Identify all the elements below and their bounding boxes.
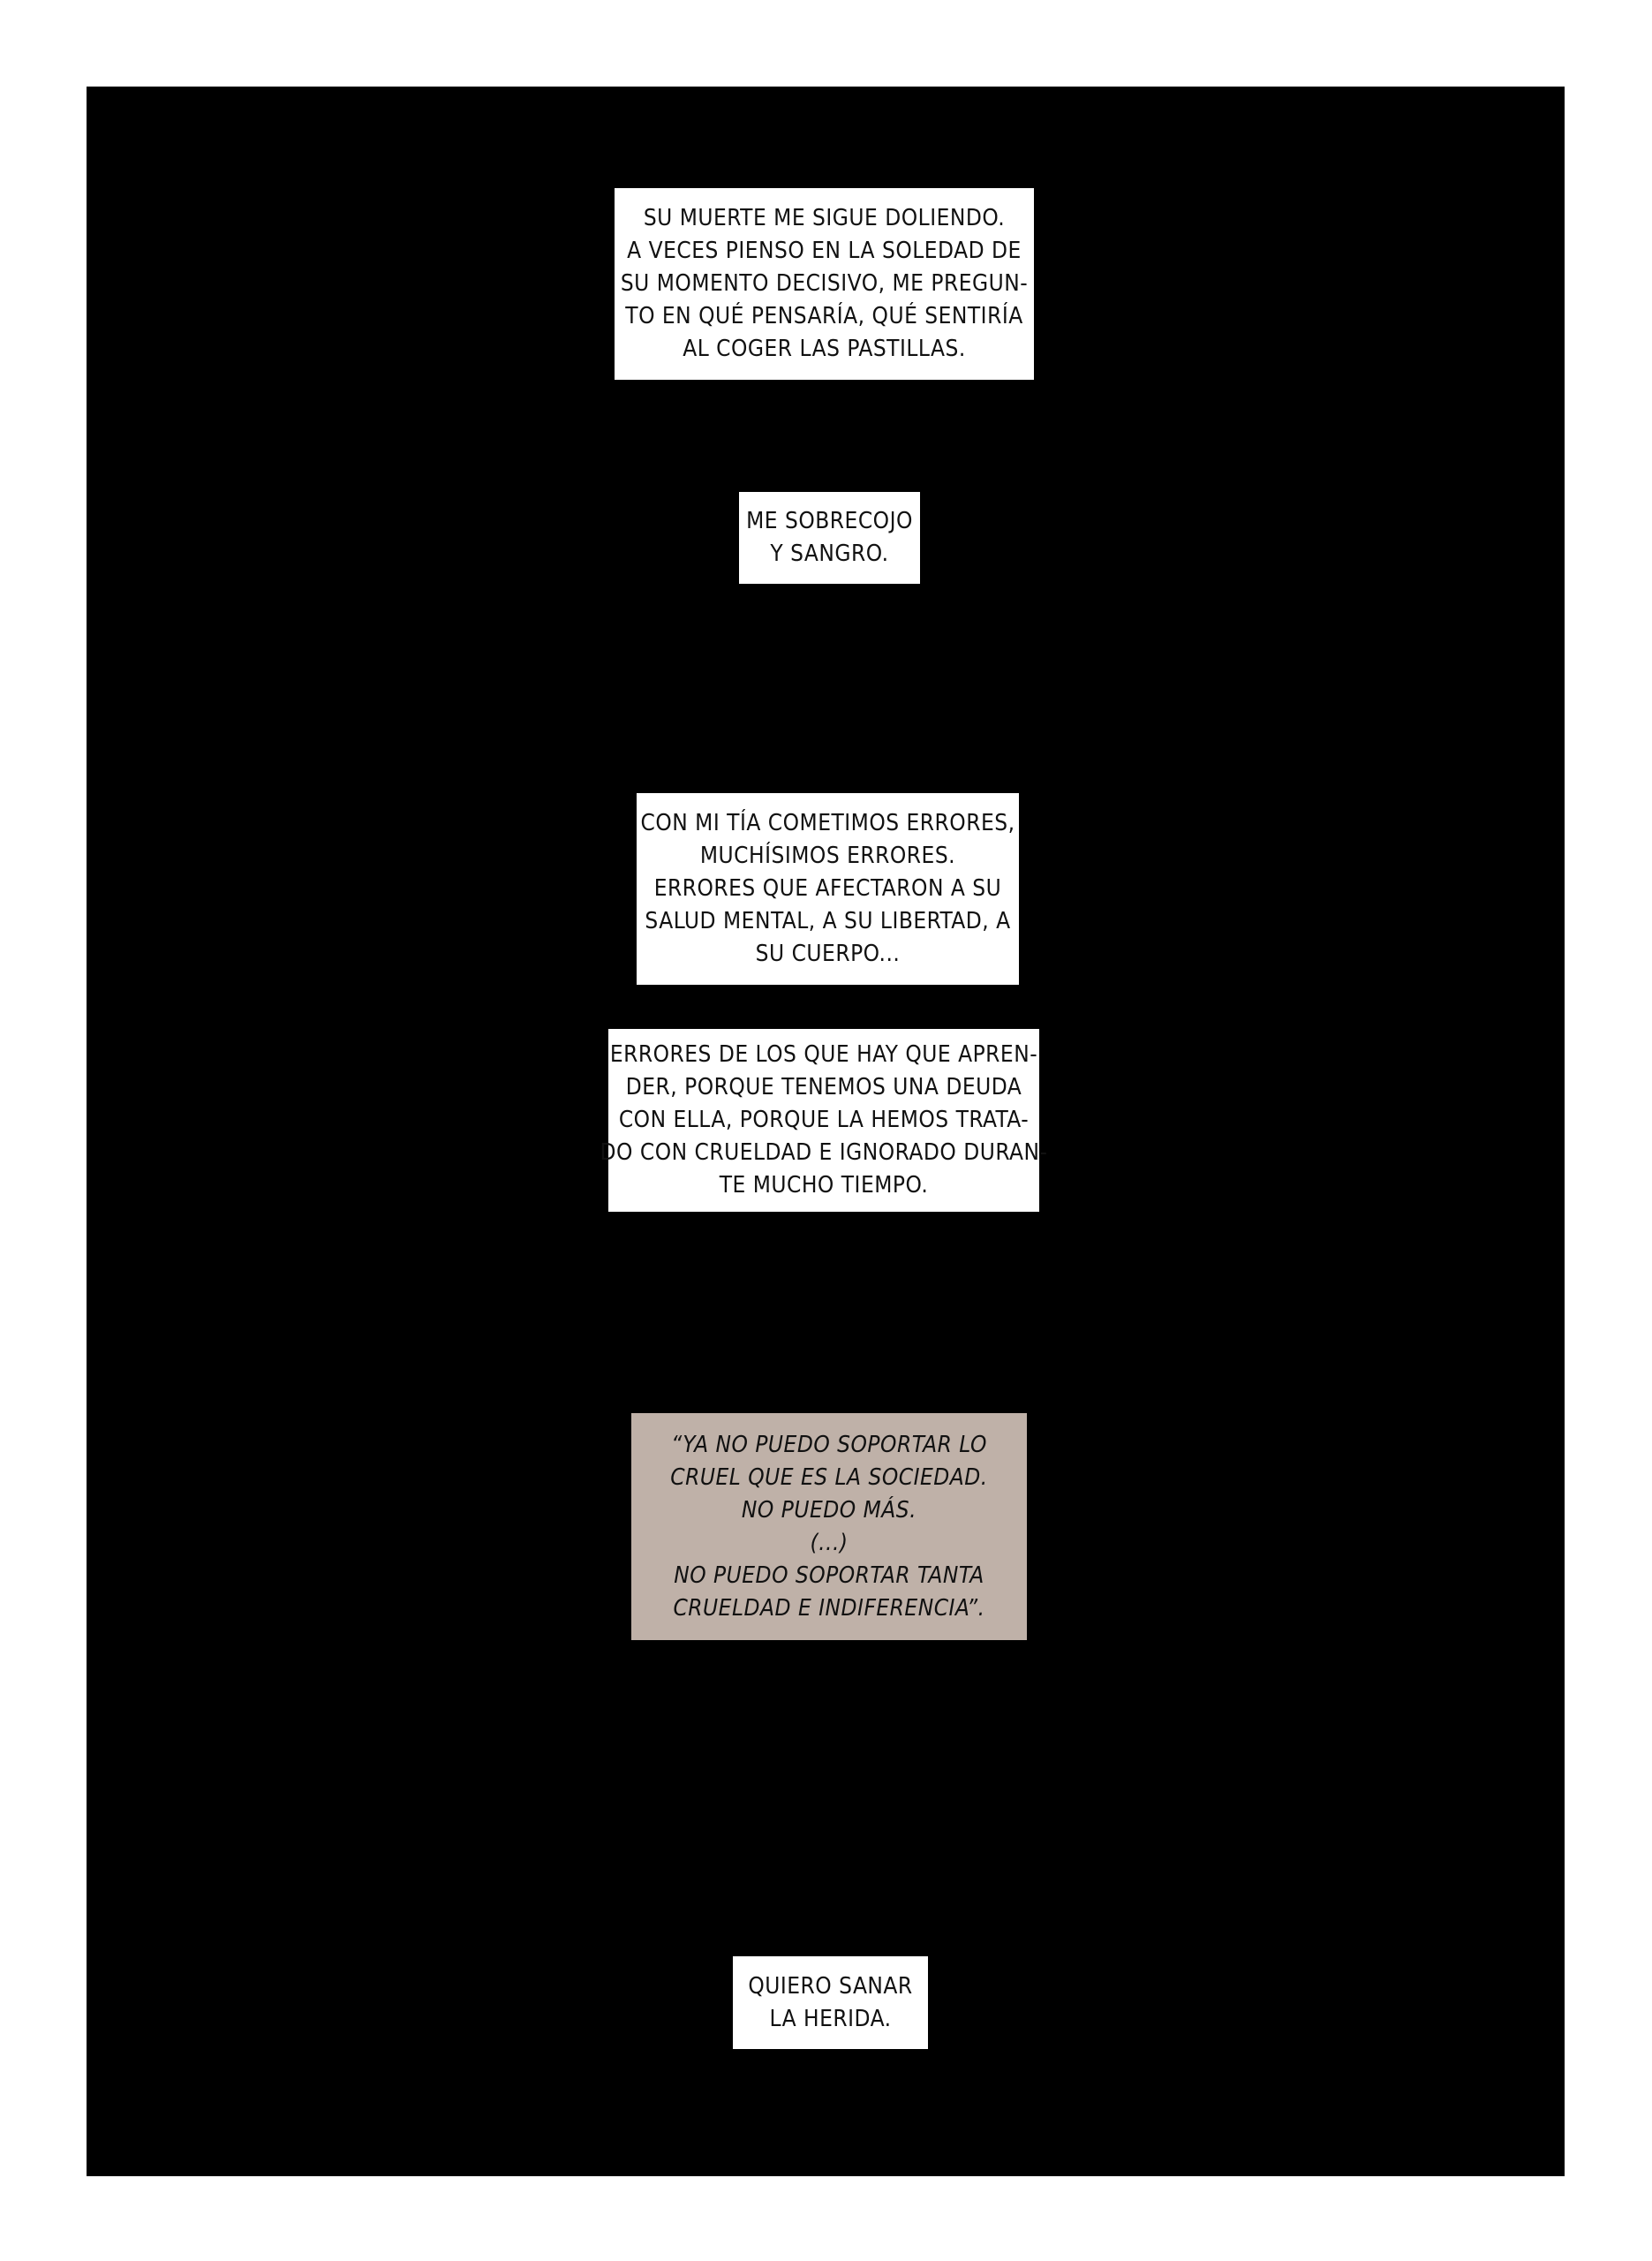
caption-line: SALUD MENTAL, A SU LIBERTAD, A	[645, 908, 1011, 934]
caption-line: QUIERO SANAR	[748, 1972, 913, 2000]
caption-line: SU CUERPO...	[755, 941, 901, 967]
quote-caption-box	[631, 1413, 1027, 1640]
caption-line: A VECES PIENSO EN LA SOLEDAD DE	[627, 238, 1022, 264]
caption-line: SU MOMENTO DECISIVO, ME PREGUN-	[620, 270, 1029, 297]
quote-line: CRUELDAD E INDIFERENCIA”.	[673, 1594, 985, 1622]
caption-line: CON ELLA, PORQUE LA HEMOS TRATA-	[618, 1107, 1030, 1133]
caption-line: TO EN QUÉ PENSARÍA, QUÉ SENTIRÍA	[625, 303, 1023, 329]
caption-box-sanar-herida	[733, 1956, 928, 2049]
caption-line: AL COGER LAS PASTILLAS.	[683, 336, 966, 362]
caption-line: MUCHÍSIMOS ERRORES.	[699, 843, 956, 869]
caption-box-aprender	[600, 1029, 1048, 1212]
caption-line: ERRORES DE LOS QUE HAY QUE APREN-	[609, 1041, 1038, 1068]
caption-box-errores-tia	[637, 793, 1019, 985]
caption-line: TE MUCHO TIEMPO.	[719, 1172, 929, 1199]
caption-box-su-muerte	[615, 188, 1034, 380]
caption-line: DER, PORQUE TENEMOS UNA DEUDA	[625, 1074, 1022, 1100]
caption-line: ERRORES QUE AFECTARON A SU	[653, 875, 1002, 902]
caption-line: Y SANGRO.	[770, 541, 889, 567]
caption-line: LA HERIDA.	[769, 2005, 892, 2032]
caption-line: DO CON CRUELDAD E IGNORADO DURAN-	[600, 1139, 1048, 1166]
quote-line: NO PUEDO SOPORTAR TANTA	[674, 1562, 984, 1589]
quote-line: “YA NO PUEDO SOPORTAR LO	[671, 1431, 987, 1458]
caption-line: SU MUERTE ME SIGUE DOLIENDO.	[643, 205, 1006, 231]
quote-line: CRUEL QUE ES LA SOCIEDAD.	[670, 1463, 988, 1491]
caption-line: ME SOBRECOJO	[746, 508, 913, 534]
quote-line: NO PUEDO MÁS.	[741, 1496, 917, 1524]
caption-line: CON MI TÍA COMETIMOS ERRORES,	[640, 810, 1015, 836]
caption-box-me-sobrecojo	[739, 492, 920, 584]
quote-line: (...)	[810, 1529, 849, 1556]
